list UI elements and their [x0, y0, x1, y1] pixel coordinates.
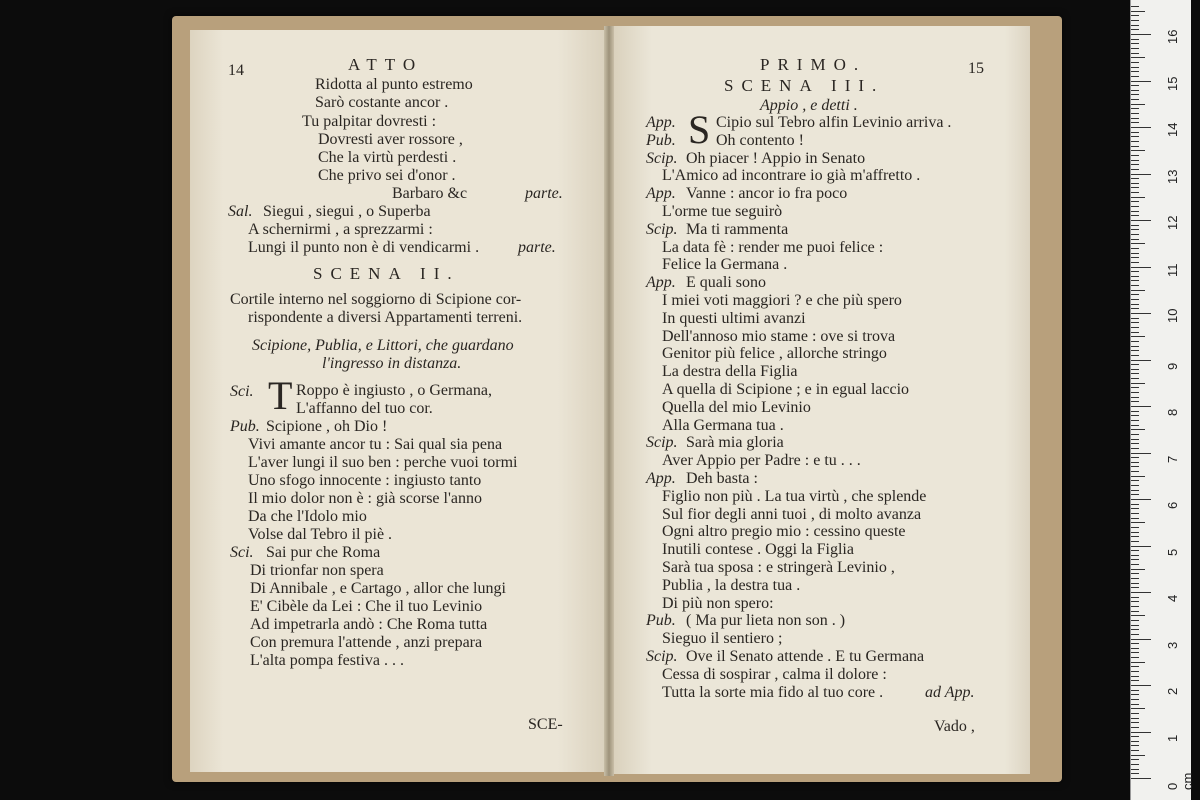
ruler-tick [1131, 597, 1139, 598]
ruler-tick [1131, 769, 1139, 770]
ruler-tick [1131, 99, 1139, 100]
ruler-tick [1131, 160, 1139, 161]
ruler-tick [1131, 541, 1139, 542]
ruler-tick [1131, 699, 1139, 700]
ruler-tick [1131, 276, 1139, 277]
text-line: Uno sfogo innocente : ingiusto tanto [248, 472, 482, 489]
text-line: Oh contento ! [716, 131, 804, 149]
ruler-tick [1131, 708, 1145, 709]
ruler-tick [1131, 90, 1139, 91]
ruler-tick [1131, 248, 1139, 249]
ruler-tick [1131, 229, 1139, 230]
ruler-number: 6 [1165, 501, 1180, 509]
scene-title: SCENA II. [313, 264, 460, 283]
text-line: L'orme tue seguirò [662, 203, 783, 220]
page-number-right: 15 [968, 60, 984, 77]
ruler-tick [1131, 94, 1139, 95]
ruler-tick [1131, 680, 1139, 681]
characters-line: Appio , e detti . [760, 97, 858, 114]
ruler-number: 14 [1165, 122, 1180, 137]
text-line: Di più non spero: [662, 594, 774, 612]
text-line: Sarò costante ancor . [315, 94, 449, 111]
text-line: Publia , la destra tua . [662, 576, 801, 594]
ruler-tick [1131, 592, 1151, 593]
speaker-label: App. [646, 274, 676, 292]
ruler-tick [1131, 629, 1139, 630]
text-line: Il mio dolor non è : già scorse l'anno [248, 490, 482, 507]
text-line: Che la virtù perdesti . [318, 149, 457, 166]
text-line: Tu palpitar dovresti : [302, 113, 437, 130]
ruler-tick [1131, 439, 1139, 440]
ruler-tick [1131, 773, 1139, 774]
ruler-tick [1131, 443, 1139, 444]
ruler-tick [1131, 332, 1139, 333]
ruler-tick [1131, 20, 1139, 21]
ruler-tick [1131, 262, 1139, 263]
ruler-tick [1131, 564, 1139, 565]
ruler-tick [1131, 183, 1139, 184]
text-line: Volse dal Tebro il piè . [248, 526, 393, 543]
ruler-tick [1131, 550, 1139, 551]
stage-direction: parte. [518, 239, 556, 256]
ruler-tick [1131, 453, 1151, 454]
ruler-tick [1131, 373, 1139, 374]
text-line: Sarà tua sposa : e stringerà Levinio , [662, 559, 895, 576]
ruler-tick [1131, 652, 1139, 653]
text-line: Sai pur che Roma [266, 544, 381, 561]
setting-line: rispondente a diversi Appartamenti terreni. [248, 309, 523, 326]
ruler-tick [1131, 155, 1139, 156]
ruler-tick [1131, 141, 1139, 142]
text-line: E' Cibèle da Lei : Che il tuo Levinio [250, 598, 483, 615]
ruler-tick [1131, 685, 1151, 686]
ruler-tick [1131, 280, 1139, 281]
ruler-tick [1131, 620, 1139, 621]
speaker-label: Sci. [230, 544, 254, 561]
ruler-tick [1131, 736, 1139, 737]
ruler-tick [1131, 294, 1139, 295]
text-line: La data fè : render me puoi felice : [662, 238, 884, 256]
ruler-tick [1131, 346, 1139, 347]
ruler-tick [1131, 71, 1139, 72]
ruler-tick [1131, 178, 1139, 179]
ruler-tick [1131, 85, 1139, 86]
ruler-tick [1131, 350, 1139, 351]
text-line: L'affanno del tuo cor. [296, 400, 433, 417]
ruler-tick [1131, 518, 1139, 519]
text-line: Ove il Senato attende . E tu Germana [686, 648, 925, 665]
ruler-tick [1131, 304, 1139, 305]
ruler-tick [1131, 401, 1139, 402]
ruler-tick [1131, 220, 1151, 221]
drop-capital: S [688, 107, 711, 152]
ruler-tick [1131, 364, 1139, 365]
ruler-tick [1131, 415, 1139, 416]
text-line: Vanne : ancor io fra poco [686, 185, 848, 203]
ruler-tick [1131, 471, 1139, 472]
ruler-tick [1131, 583, 1139, 584]
ruler-tick [1131, 606, 1139, 607]
ruler-tick [1131, 34, 1151, 35]
ruler-tick [1131, 778, 1151, 779]
ruler-tick [1131, 639, 1151, 640]
ruler-tick [1131, 494, 1139, 495]
ruler-tick [1131, 39, 1139, 40]
ruler-tick [1131, 466, 1139, 467]
ruler-tick [1131, 569, 1145, 570]
text-line: La destra della Figlia [662, 363, 798, 381]
ruler-tick [1131, 573, 1139, 574]
ruler-tick [1131, 536, 1139, 537]
ruler-tick [1131, 764, 1139, 765]
ruler-tick [1131, 657, 1139, 658]
ruler-tick [1131, 759, 1139, 760]
ruler-tick [1131, 634, 1139, 635]
ruler-tick [1131, 81, 1151, 82]
ruler-tick [1131, 662, 1145, 663]
text-line: Genitor più felice , allorche stringo [662, 345, 887, 363]
text-line: Deh basta : [686, 470, 758, 487]
ruler-tick [1131, 285, 1139, 286]
ruler-number: 3 [1165, 641, 1180, 649]
ruler-tick [1131, 587, 1139, 588]
ruler-tick [1131, 308, 1139, 309]
ruler-tick [1131, 271, 1139, 272]
ruler-tick [1131, 369, 1139, 370]
ruler-number: 12 [1165, 215, 1180, 230]
ruler-tick [1131, 745, 1139, 746]
ruler-tick [1131, 676, 1139, 677]
ruler-tick [1131, 615, 1145, 616]
ruler-tick [1131, 643, 1139, 644]
ruler-tick [1131, 755, 1145, 756]
ruler-tick [1131, 150, 1145, 151]
ruler-tick [1131, 113, 1139, 114]
text-line: Da che l'Idolo mio [248, 508, 367, 525]
text-line: Figlio non più . La tua virtù , che splende [662, 487, 927, 505]
ruler-tick [1131, 727, 1139, 728]
ruler-unit-label: 0 cm [1165, 772, 1195, 790]
catchword: SCE- [528, 716, 563, 733]
ruler-number: 8 [1165, 408, 1180, 416]
ruler-tick [1131, 253, 1139, 254]
ruler-tick [1131, 67, 1139, 68]
speaker-label: Pub. [646, 612, 676, 630]
text-line: Felice la Germana . [662, 256, 788, 274]
ruler-tick [1131, 187, 1139, 188]
text-line: Lungi il punto non è di vendicarmi . [248, 239, 480, 256]
text-line: Ridotta al punto estremo [315, 76, 473, 93]
ruler-tick [1131, 387, 1139, 388]
speaker-label: Scip. [646, 648, 678, 665]
speaker-label: Pub. [646, 131, 676, 149]
ruler-tick [1131, 53, 1139, 54]
ruler-tick [1131, 239, 1139, 240]
ruler-tick [1131, 671, 1139, 672]
ruler-tick [1131, 243, 1145, 244]
ruler-tick [1131, 383, 1145, 384]
ruler-tick [1131, 694, 1139, 695]
ruler-tick [1131, 527, 1139, 528]
stage-direction: ad App. [925, 684, 975, 701]
running-head-left: ATTO [348, 55, 424, 74]
ruler-number: 7 [1165, 455, 1180, 463]
ruler-number: 15 [1165, 76, 1180, 91]
text-line: Di Annibale , e Cartago , allor che lungi [250, 580, 506, 597]
ruler-tick [1131, 136, 1139, 137]
text-line: Che privo sei d'onor . [318, 167, 456, 184]
ruler-number: 4 [1165, 594, 1180, 602]
ruler-tick [1131, 164, 1139, 165]
ruler-tick [1131, 267, 1151, 268]
ruler-tick [1131, 336, 1145, 337]
ruler-tick [1131, 257, 1139, 258]
text-line: L'Amico ad incontrare io già m'affretto . [662, 167, 921, 185]
ruler-tick [1131, 666, 1139, 667]
speaker-label: Sci. [230, 383, 254, 400]
text-line: I miei voti maggiori ? e che più spero [662, 292, 902, 309]
ruler-tick [1131, 722, 1139, 723]
text-line: In questi ultimi avanzi [662, 309, 806, 327]
ruler-tick [1131, 318, 1139, 319]
ruler-tick [1131, 555, 1139, 556]
speaker-label: Sal. [228, 203, 253, 220]
text-line: Di trionfar non spera [250, 562, 384, 579]
page-number-left: 14 [228, 62, 244, 79]
ruler-tick [1131, 15, 1139, 16]
text-line: Sul fior degli anni tuoi , di molto avanza [662, 505, 922, 523]
text-line: Ogni altro pregio mio : cessino queste [662, 523, 906, 541]
ruler-tick [1131, 425, 1139, 426]
ruler-tick [1131, 197, 1145, 198]
ruler-tick [1131, 174, 1151, 175]
speaker-label: App. [646, 114, 676, 131]
ruler-tick [1131, 206, 1139, 207]
ruler-tick [1131, 322, 1139, 323]
ruler-tick [1131, 378, 1139, 379]
text-line: Con premura l'attende , anzi prepara [250, 634, 483, 651]
drop-capital: T [268, 373, 293, 418]
text-line: Alla Germana tua . [662, 416, 784, 434]
ruler-tick [1131, 48, 1139, 49]
ruler-tick [1131, 11, 1145, 12]
ruler-tick [1131, 499, 1151, 500]
ruler-tick [1131, 750, 1139, 751]
text-line: Siegui , siegui , o Superba [263, 203, 431, 220]
ruler-tick [1131, 104, 1145, 105]
ruler-tick [1131, 457, 1139, 458]
ruler-number: 1 [1165, 734, 1180, 742]
speaker-label: Scip. [646, 220, 678, 238]
ruler-tick [1131, 490, 1139, 491]
ruler-tick [1131, 327, 1139, 328]
text-line: Scipione , oh Dio ! [266, 418, 388, 435]
ruler-tick [1131, 448, 1139, 449]
ruler-tick [1131, 43, 1139, 44]
ruler-tick [1131, 313, 1151, 314]
ruler-tick [1131, 169, 1139, 170]
ruler-number: 2 [1165, 687, 1180, 695]
ruler-tick [1131, 420, 1139, 421]
ruler-tick [1131, 513, 1139, 514]
text-line: Aver Appio per Padre : e tu . . . [662, 452, 861, 470]
characters-line: l'ingresso in distanza. [322, 355, 462, 372]
ruler-tick [1131, 559, 1139, 560]
text-line: ( Ma pur lieta non son . ) [686, 612, 846, 630]
ruler-tick [1131, 546, 1151, 547]
text-line: Dovresti aver rossore , [318, 131, 463, 148]
text-line: Ma ti rammenta [686, 220, 789, 238]
ruler-tick [1131, 690, 1139, 691]
ruler-tick [1131, 480, 1139, 481]
text-line: Inutili contese . Oggi la Figlia [662, 541, 854, 559]
ruler-number: 13 [1165, 169, 1180, 184]
ruler-number: 10 [1165, 308, 1180, 323]
ruler-tick [1131, 532, 1139, 533]
text-line: A quella di Scipione ; e in egual laccio [662, 381, 910, 398]
ruler-tick [1131, 299, 1139, 300]
ruler-tick [1131, 462, 1139, 463]
ruler-tick [1131, 25, 1139, 26]
text-line: Tutta la sorte mia fido al tuo core . [662, 683, 884, 701]
ruler-tick [1131, 392, 1139, 393]
ruler-tick [1131, 6, 1139, 7]
ruler-number: 9 [1165, 362, 1180, 370]
ruler-tick [1131, 578, 1139, 579]
ruler-tick [1131, 355, 1139, 356]
ruler-tick [1131, 76, 1139, 77]
text-line: A schernirmi , a sprezzarmi : [248, 221, 433, 238]
speaker-label: App. [646, 185, 676, 203]
ruler-tick [1131, 611, 1139, 612]
ruler-tick [1131, 397, 1139, 398]
text-line: Oh piacer ! Appio in Senato [686, 149, 866, 167]
text-line: L'aver lungi il suo ben : perche vuoi tormi [248, 454, 518, 471]
catchword: Vado , [934, 718, 975, 735]
stage-direction: parte. [525, 185, 563, 202]
ruler-tick [1131, 62, 1139, 63]
ruler-tick [1131, 146, 1139, 147]
text-line: Dell'annoso mio stame : ove si trova [662, 327, 896, 345]
ruler-tick [1131, 360, 1151, 361]
ruler-tick [1131, 741, 1139, 742]
ruler-tick [1131, 215, 1139, 216]
text-line: Cipio sul Tebro alfin Levinio arriva . [716, 114, 952, 131]
text-line: Barbaro &c [392, 185, 468, 202]
ruler-tick [1131, 625, 1139, 626]
ruler-tick [1131, 132, 1139, 133]
ruler-tick [1131, 290, 1145, 291]
ruler-tick [1131, 192, 1139, 193]
ruler-tick [1131, 234, 1139, 235]
ruler-tick [1131, 732, 1151, 733]
text-line: Sieguo il sentiero ; [662, 630, 783, 648]
ruler-tick [1131, 476, 1145, 477]
speaker-label: Pub. [230, 418, 260, 435]
ruler-tick [1131, 411, 1139, 412]
text-line: Cessa di sospirar , calma il dolore : [662, 665, 887, 683]
scene-title: SCENA III. [724, 76, 885, 95]
speaker-label: Scip. [646, 149, 678, 167]
ruler-tick [1131, 122, 1139, 123]
setting-line: Cortile interno nel soggiorno di Scipione cor- [230, 291, 522, 308]
ruler-tick [1131, 29, 1139, 30]
ruler-tick [1131, 118, 1139, 119]
speaker-label: Scip. [646, 434, 678, 452]
ruler-number: 16 [1165, 29, 1180, 44]
ruler-tick [1131, 704, 1139, 705]
ruler-tick [1131, 504, 1139, 505]
ruler-tick [1131, 485, 1139, 486]
ruler-tick [1131, 57, 1145, 58]
ruler-tick [1131, 341, 1139, 342]
ruler-number: 11 [1165, 263, 1180, 277]
ruler-tick [1131, 434, 1139, 435]
running-head-right: PRIMO. [760, 55, 867, 74]
text-line: Vivi amante ancor tu : Sai qual sia pena [248, 436, 503, 453]
text-line: Roppo è ingiusto , o Germana, [296, 382, 492, 399]
ruler-tick [1131, 406, 1151, 407]
ruler-tick [1131, 108, 1139, 109]
ruler-tick [1131, 713, 1139, 714]
ruler-tick [1131, 648, 1139, 649]
characters-line: Scipione, Publia, e Littori, che guardano [252, 337, 514, 354]
ruler-tick [1131, 508, 1139, 509]
ruler-tick [1131, 429, 1145, 430]
ruler-tick [1131, 718, 1139, 719]
ruler-tick [1131, 127, 1151, 128]
text-line: E quali sono [686, 274, 766, 292]
text-line: Quella del mio Levinio [662, 398, 811, 416]
ruler-tick [1131, 211, 1139, 212]
ruler-number: 5 [1165, 548, 1180, 556]
text-line: L'alta pompa festiva . . . [250, 652, 404, 669]
book-gutter [604, 26, 614, 776]
speaker-label: App. [646, 470, 676, 487]
text-line: Ad impetrarla andò : Che Roma tutta [250, 616, 488, 633]
ruler-tick [1131, 601, 1139, 602]
ruler-tick [1131, 522, 1145, 523]
ruler-tick [1131, 201, 1139, 202]
ruler-tick [1131, 225, 1139, 226]
measurement-ruler [1130, 0, 1195, 800]
text-line: Sarà mia gloria [686, 434, 784, 452]
